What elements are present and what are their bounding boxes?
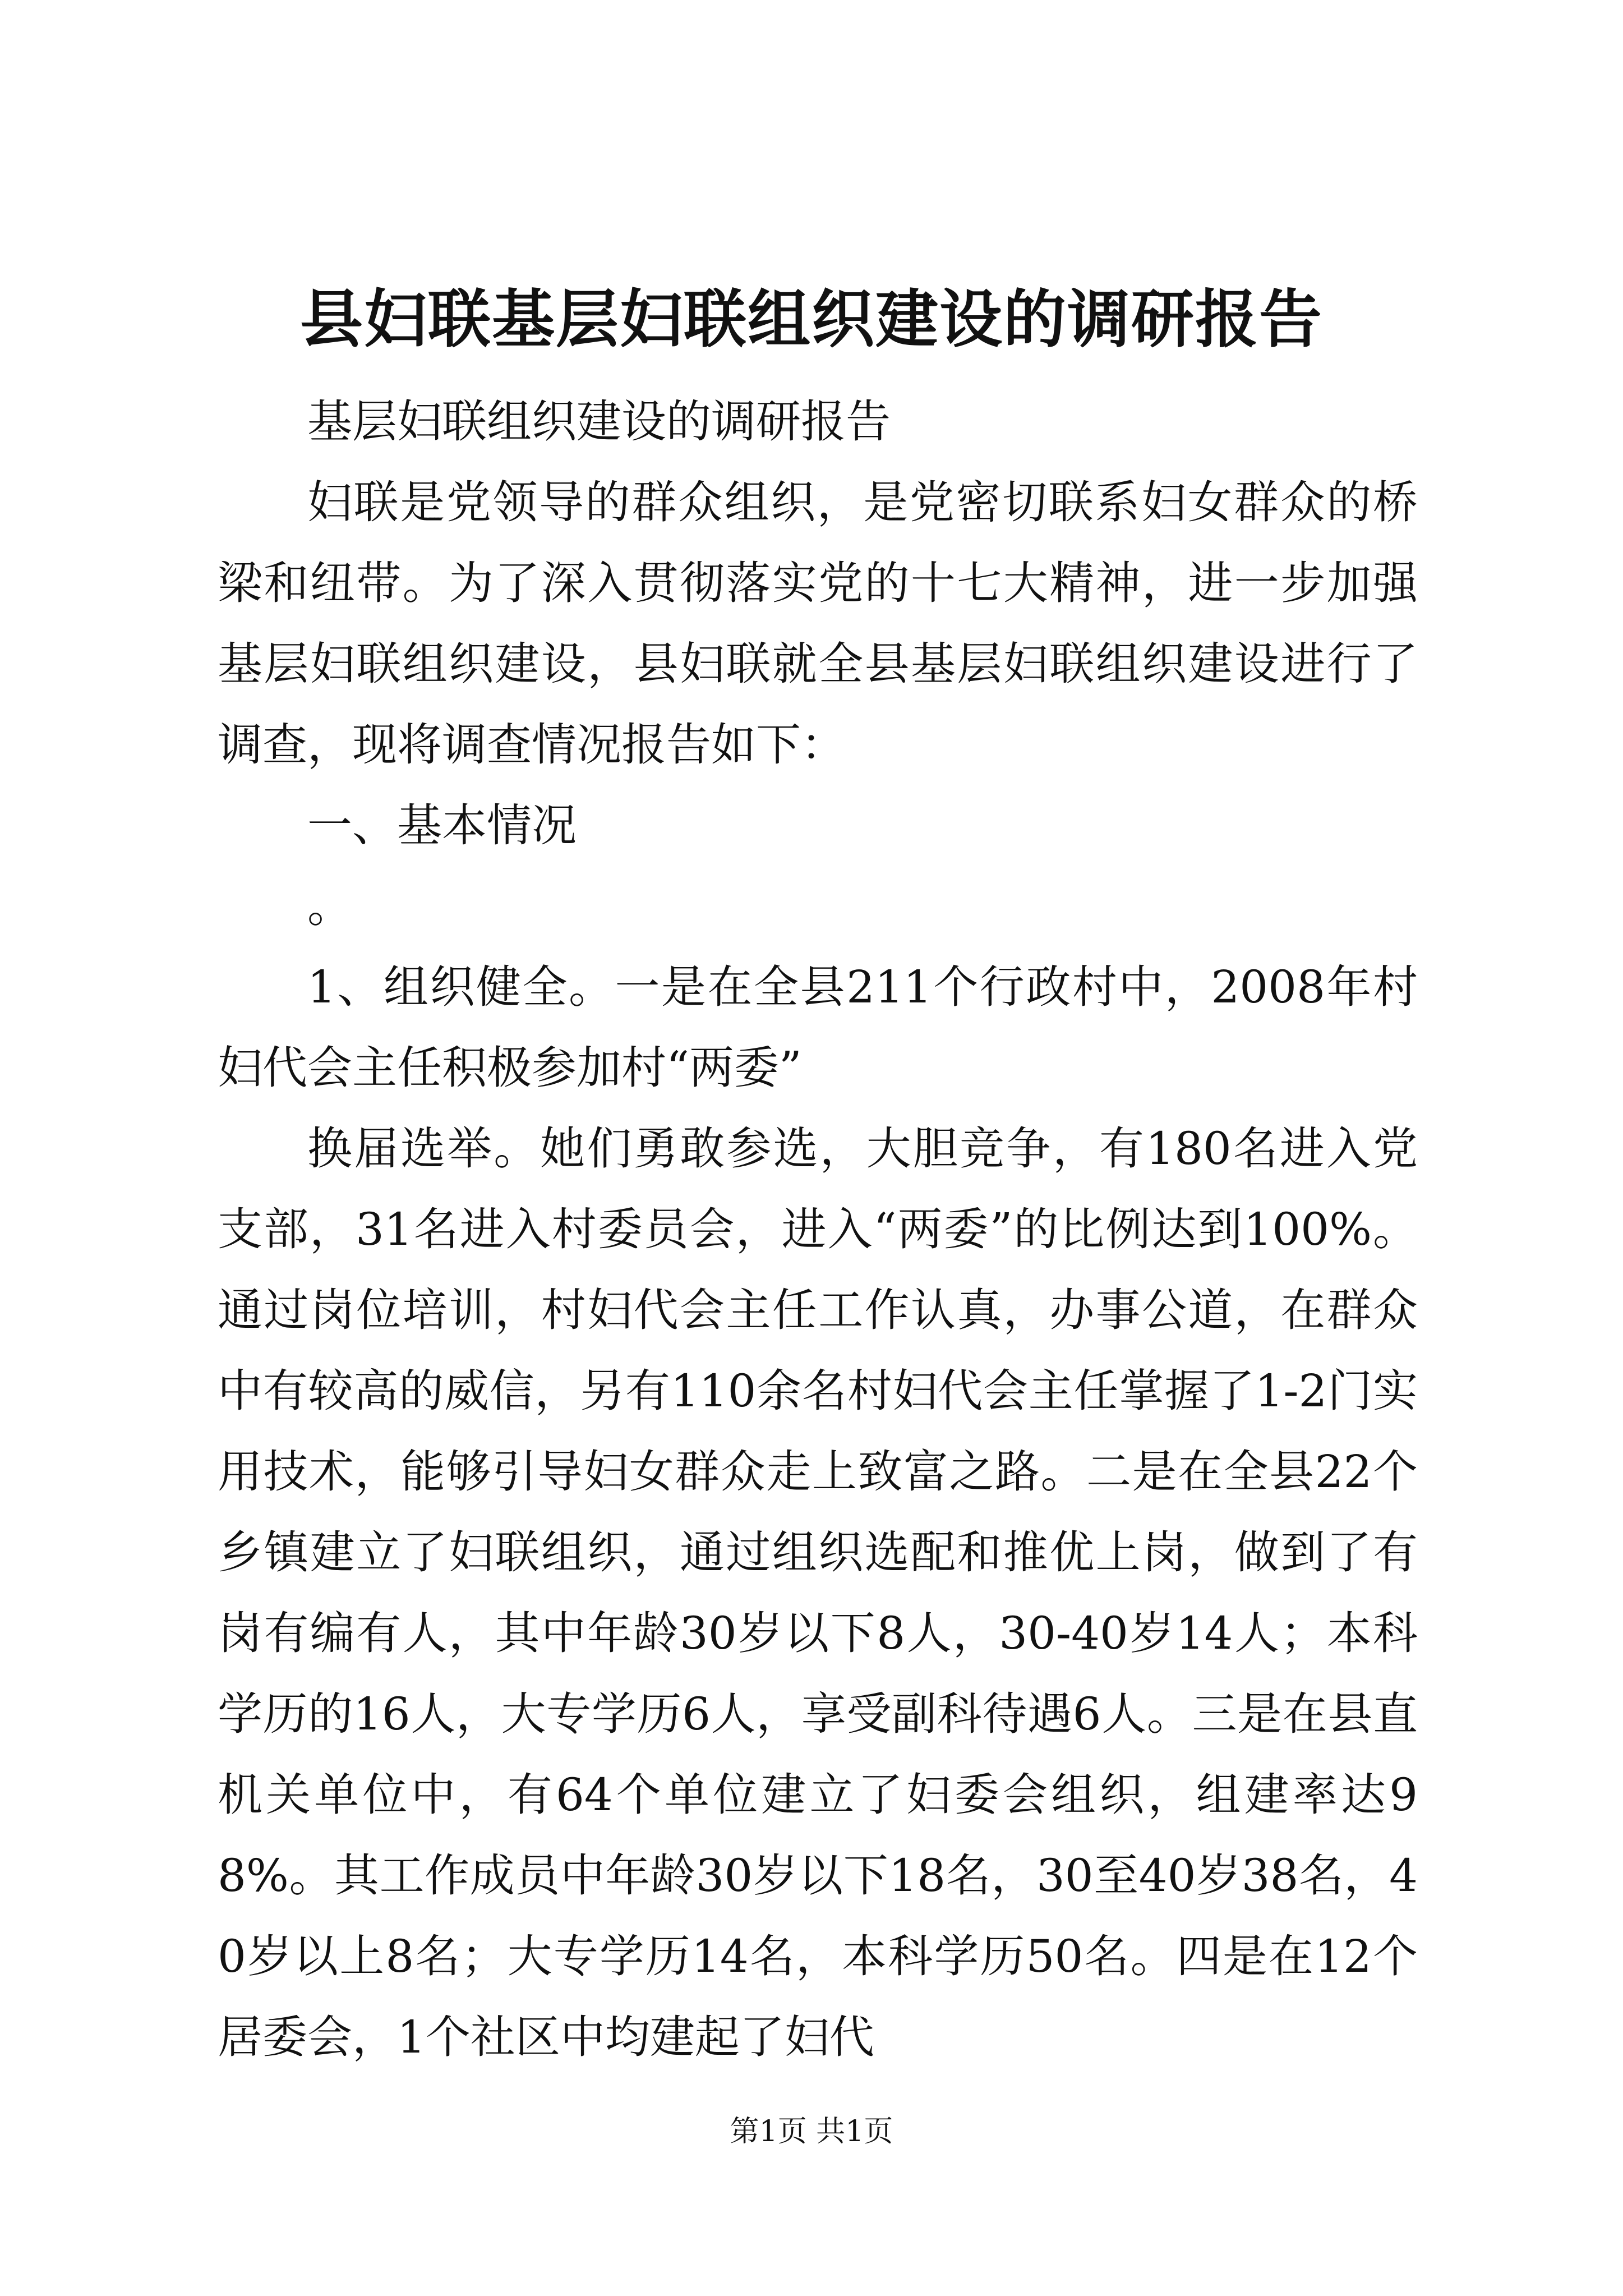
paragraph-intro: 妇联是党领导的群众组织，是党密切联系妇女群众的桥梁和纽带。为了深入贯彻落实党的十七大精神，进一步加强基层妇联组织建设，县妇联就全县基层妇联组织建设进行了调查，现将调查情况报告如下： — [218, 476, 1418, 771]
section-heading: 一、基本情况 — [307, 799, 577, 852]
paragraph-mark: 。 — [307, 880, 352, 932]
paragraph-item-1-continued: 换届选举。她们勇敢参选，大胆竞争，有180名进入党支部，31名进入村委员会，进入“两委”的比例达到100%。通过岗位培训，村妇代会主任工作认真，办事公道，在群众中有较高的威信，另有110余名村妇代会主任掌握了1-2门实用技术，能够引导妇女群众走上致富之路。二是在全县22个乡镇建立了妇联组织，通过组织选配和推优上岗，做到了有岗有编有人，其中年龄30岁以下8人，30-40岁14人；本科学历的16人，大专学历6人，享受副科待遇6人。三是在县直机关单位中，有64个单位建立了妇委会组织，组建率达98%。其工作成员中年龄30岁以下18名，30至40岁38名，40岁以上8名；大专学历14名，本科学历50名。四是在12个居委会，1个社区中均建起了妇代 — [218, 1122, 1418, 2063]
document-title: 县妇联基层妇联组织建设的调研报告 — [300, 283, 1323, 356]
paragraph-subtitle: 基层妇联组织建设的调研报告 — [307, 395, 891, 448]
document-body — [218, 381, 1418, 2078]
page-footer: 第1页 共1页 — [730, 2115, 893, 2148]
paragraph-item-1: 1、组织健全。一是在全县211个行政村中，2008年村妇代会主任积极参加村“两委” — [218, 961, 1418, 1094]
